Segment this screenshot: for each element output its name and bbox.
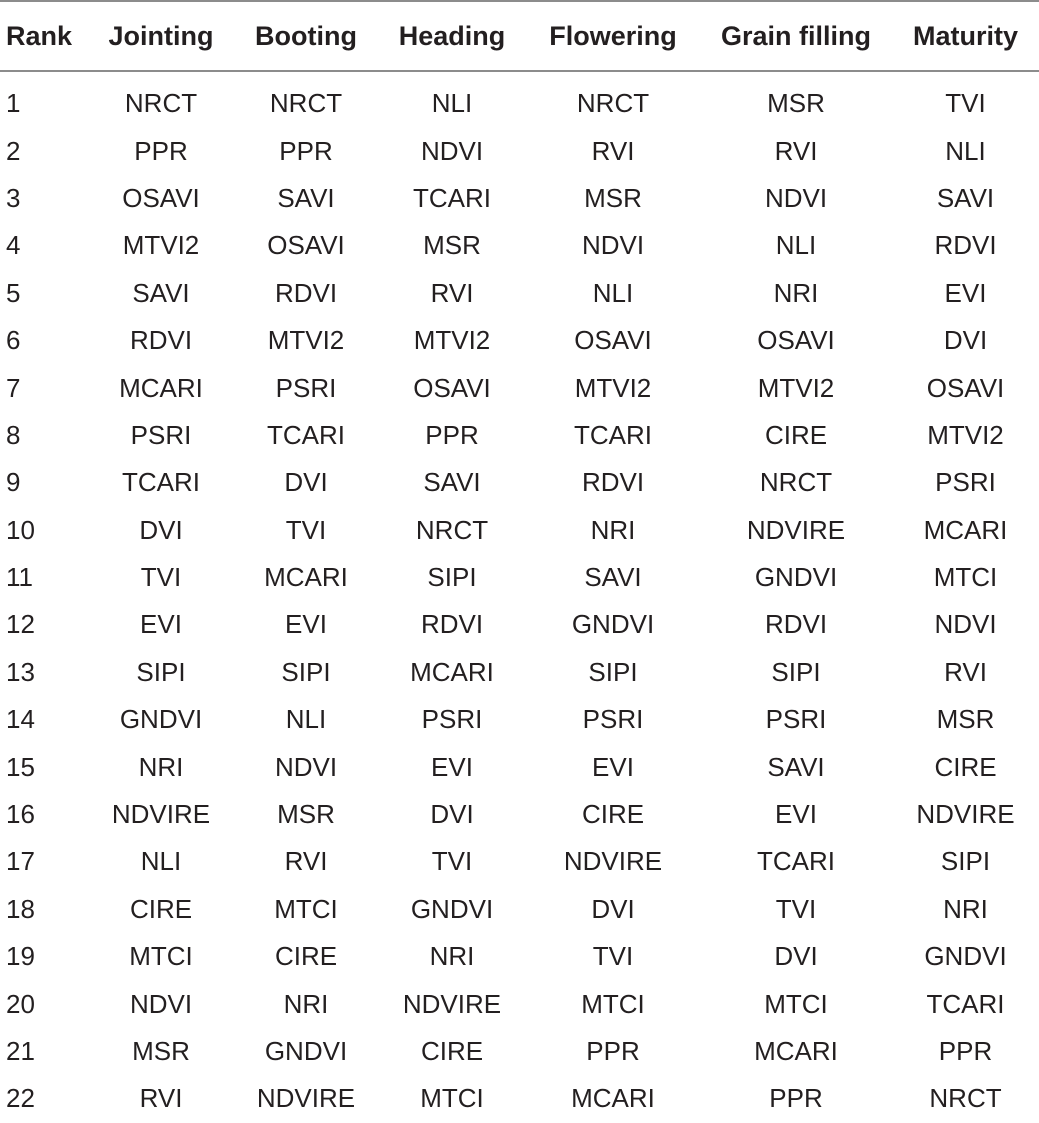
index-cell-grain-filling: PSRI [765,704,827,735]
index-cell-maturity: TVI [945,88,986,119]
index-cell-booting: NRI [283,988,329,1019]
index-cell-jointing: NRCT [124,88,198,119]
table-row [0,412,1039,459]
index-cell-maturity: GNDVI [924,941,1007,972]
index-cell-grain-filling: TCARI [757,846,835,877]
index-cell-maturity: DVI [943,325,988,356]
rank-cell: 21 [6,1036,35,1066]
index-cell-grain-filling: RDVI [764,609,828,640]
index-cell-booting: CIRE [274,941,338,972]
index-cell-heading: CIRE [420,1036,484,1066]
rank-cell: 14 [6,704,35,735]
index-cell-heading: SAVI [423,467,481,498]
index-cell-booting: MTCI [274,893,338,924]
index-cell-booting: MCARI [264,562,348,593]
index-cell-heading: MSR [423,230,481,261]
index-cell-heading: NDVIRE [402,988,502,1019]
rank-cell: 1 [6,88,21,119]
index-cell-jointing: NRI [138,751,184,782]
rank-cell: 10 [6,514,35,545]
index-cell-maturity: SAVI [936,182,995,213]
index-cell-heading: MTVI2 [413,325,491,356]
index-cell-grain-filling: GNDVI [754,562,838,593]
index-cell-maturity: SIPI [940,846,991,877]
index-cell-flowering: EVI [592,751,634,782]
index-cell-grain-filling: CIRE [764,419,828,450]
index-cell-heading: TCARI [413,182,491,213]
index-cell-booting: RVI [284,846,328,877]
index-cell-booting: NDVIRE [256,1083,356,1114]
index-cell-heading: EVI [431,751,473,782]
rank-cell: 17 [6,846,35,877]
index-cell-booting: NDVI [274,751,338,782]
table-row [0,791,1039,838]
column-header-booting: Booting [234,1,378,71]
index-cell-grain-filling: MTCI [764,988,828,1019]
rank-cell: 2 [6,135,21,166]
index-cell-heading: TVI [431,846,473,877]
index-cell-booting: DVI [284,467,328,498]
index-cell-grain-filling: NRCT [759,467,833,498]
rank-cell: 20 [6,988,35,1019]
index-cell-booting: MSR [277,799,335,830]
index-cell-heading: RDVI [420,609,484,640]
index-cell-grain-filling: MTVI2 [757,372,835,403]
table-header [0,1,1039,71]
table-row [0,270,1039,317]
index-cell-booting: RDVI [274,277,338,308]
table-row [0,222,1039,269]
index-cell-maturity: NLI [945,135,986,166]
index-cell-jointing: NDVIRE [111,799,211,830]
index-cell-jointing: OSAVI [122,182,200,213]
table-row [0,127,1039,174]
rank-cell: 3 [6,182,21,213]
index-cell-booting: EVI [285,609,327,640]
index-cell-maturity: MCARI [923,514,1008,545]
index-cell-maturity: NDVI [934,609,997,640]
index-cell-booting: MTVI2 [267,325,345,356]
index-cell-flowering: MSR [584,182,642,213]
table-row [0,71,1039,127]
table-body [0,71,1039,1123]
index-cell-booting: GNDVI [264,1036,348,1066]
index-cell-jointing: NLI [140,846,182,877]
table-row [0,649,1039,696]
index-cell-booting: PSRI [275,372,337,403]
index-cell-jointing: SAVI [132,277,190,308]
index-cell-jointing: DVI [139,514,183,545]
index-cell-maturity: MSR [936,704,995,735]
index-cell-jointing: RDVI [129,325,193,356]
index-cell-flowering: NLI [592,277,634,308]
rank-cell: 4 [6,230,21,261]
table-row [0,1075,1039,1122]
index-cell-flowering: NRI [590,514,636,545]
index-cell-booting: NLI [285,704,327,735]
index-cell-heading: GNDVI [410,893,494,924]
index-cell-jointing: PPR [134,135,188,166]
index-cell-jointing: MCARI [119,372,203,403]
rank-cell: 5 [6,277,21,308]
index-cell-flowering: PPR [586,1036,640,1066]
table-row [0,980,1039,1027]
index-cell-jointing: MSR [132,1036,190,1066]
column-header-jointing: Jointing [88,1,234,71]
index-cell-grain-filling: SAVI [767,751,825,782]
index-cell-jointing: MTCI [129,941,193,972]
index-cell-jointing: CIRE [129,893,193,924]
index-cell-booting: PPR [279,135,333,166]
index-cell-heading: NRI [429,941,475,972]
index-cell-jointing: EVI [140,609,182,640]
index-cell-flowering: DVI [591,893,635,924]
index-cell-heading: OSAVI [413,372,491,403]
index-cell-maturity: MTCI [933,562,998,593]
index-cell-flowering: NDVIRE [563,846,663,877]
column-header-grain-filling: Grain filling [700,1,892,71]
index-cell-grain-filling: NLI [775,230,817,261]
index-cell-grain-filling: NDVIRE [746,514,846,545]
index-cell-grain-filling: MCARI [754,1036,838,1066]
index-cell-heading: MCARI [410,656,494,687]
index-cell-jointing: GNDVI [119,704,203,735]
index-cell-jointing: RVI [139,1083,183,1114]
index-cell-maturity: NDVIRE [916,799,1015,830]
index-cell-heading: NDVI [420,135,484,166]
table-row [0,696,1039,743]
index-cell-jointing: MTVI2 [122,230,200,261]
index-cell-jointing: TVI [140,562,182,593]
rank-cell: 8 [6,419,21,450]
index-cell-flowering: MCARI [571,1083,655,1114]
table-row [0,601,1039,648]
rank-cell: 9 [6,467,21,498]
index-cell-flowering: OSAVI [574,325,652,356]
rank-cell: 12 [6,609,35,640]
index-cell-flowering: RDVI [581,467,645,498]
index-cell-maturity: OSAVI [926,372,1005,403]
index-cell-jointing: TCARI [122,467,200,498]
index-cell-grain-filling: RVI [774,135,818,166]
index-cell-booting: TCARI [267,419,345,450]
rank-cell: 16 [6,799,35,830]
index-cell-grain-filling: NDVI [764,182,828,213]
index-cell-maturity: EVI [944,277,987,308]
index-cell-maturity: TCARI [926,988,1005,1019]
table-row [0,886,1039,933]
index-cell-heading: PSRI [421,704,483,735]
index-cell-grain-filling: DVI [774,941,818,972]
index-cell-grain-filling: EVI [775,799,817,830]
index-cell-flowering: GNDVI [571,609,655,640]
index-cell-maturity: MTVI2 [927,419,1004,450]
index-cell-grain-filling: SIPI [771,656,821,687]
index-cell-flowering: CIRE [581,799,645,830]
index-cell-flowering: NDVI [581,230,645,261]
index-cell-grain-filling: OSAVI [757,325,835,356]
index-cell-flowering: TCARI [574,419,652,450]
index-cell-booting: SAVI [277,182,335,213]
rank-cell: 22 [6,1083,35,1114]
index-cell-maturity: PPR [938,1036,993,1066]
index-cell-grain-filling: TVI [775,893,817,924]
index-cell-booting: SIPI [281,656,331,687]
rank-cell: 7 [6,372,21,403]
index-cell-flowering: TVI [592,941,634,972]
index-cell-heading: SIPI [427,562,477,593]
index-cell-flowering: SAVI [584,562,642,593]
table-row [0,364,1039,411]
index-cell-maturity: RDVI [934,230,997,261]
index-cell-jointing: NDVI [129,988,193,1019]
rank-cell: 13 [6,656,35,687]
rank-cell: 6 [6,325,21,356]
index-cell-flowering: PSRI [582,704,644,735]
rank-cell: 18 [6,893,35,924]
column-header-rank: Rank [0,1,88,71]
index-cell-flowering: MTCI [581,988,645,1019]
index-cell-booting: TVI [285,514,327,545]
index-cell-booting: OSAVI [267,230,345,261]
index-cell-grain-filling: MSR [767,88,825,119]
index-cell-flowering: SIPI [588,656,638,687]
column-header-maturity: Maturity [892,1,1039,71]
index-cell-flowering: NRCT [576,88,650,119]
index-cell-grain-filling: PPR [769,1083,823,1114]
table-row [0,838,1039,885]
table-row [0,175,1039,222]
index-cell-maturity: PSRI [935,467,996,498]
table-row [0,1028,1039,1075]
rank-cell: 19 [6,941,35,972]
column-header-heading: Heading [378,1,526,71]
table-row [0,317,1039,364]
index-cell-maturity: CIRE [934,751,997,782]
index-cell-maturity: NRI [943,893,988,924]
index-cell-heading: RVI [430,277,474,308]
index-cell-maturity: RVI [944,656,987,687]
index-cell-jointing: PSRI [130,419,192,450]
index-cell-heading: NRCT [415,514,489,545]
rank-cell: 11 [6,562,33,593]
index-cell-heading: DVI [430,799,474,830]
column-header-flowering: Flowering [526,1,700,71]
rank-cell: 15 [6,751,35,782]
index-cell-maturity: NRCT [929,1083,1002,1114]
table-row [0,743,1039,790]
index-cell-flowering: RVI [591,135,635,166]
table-row [0,507,1039,554]
table-row [0,933,1039,980]
index-cell-heading: NLI [431,88,473,119]
index-cell-jointing: SIPI [136,656,186,687]
index-cell-flowering: MTVI2 [574,372,652,403]
index-cell-grain-filling: NRI [773,277,819,308]
index-cell-heading: PPR [425,419,479,450]
index-cell-booting: NRCT [269,88,343,119]
index-cell-heading: MTCI [420,1083,484,1114]
table-row [0,554,1039,601]
table-row [0,459,1039,506]
header-row [0,1,1039,71]
